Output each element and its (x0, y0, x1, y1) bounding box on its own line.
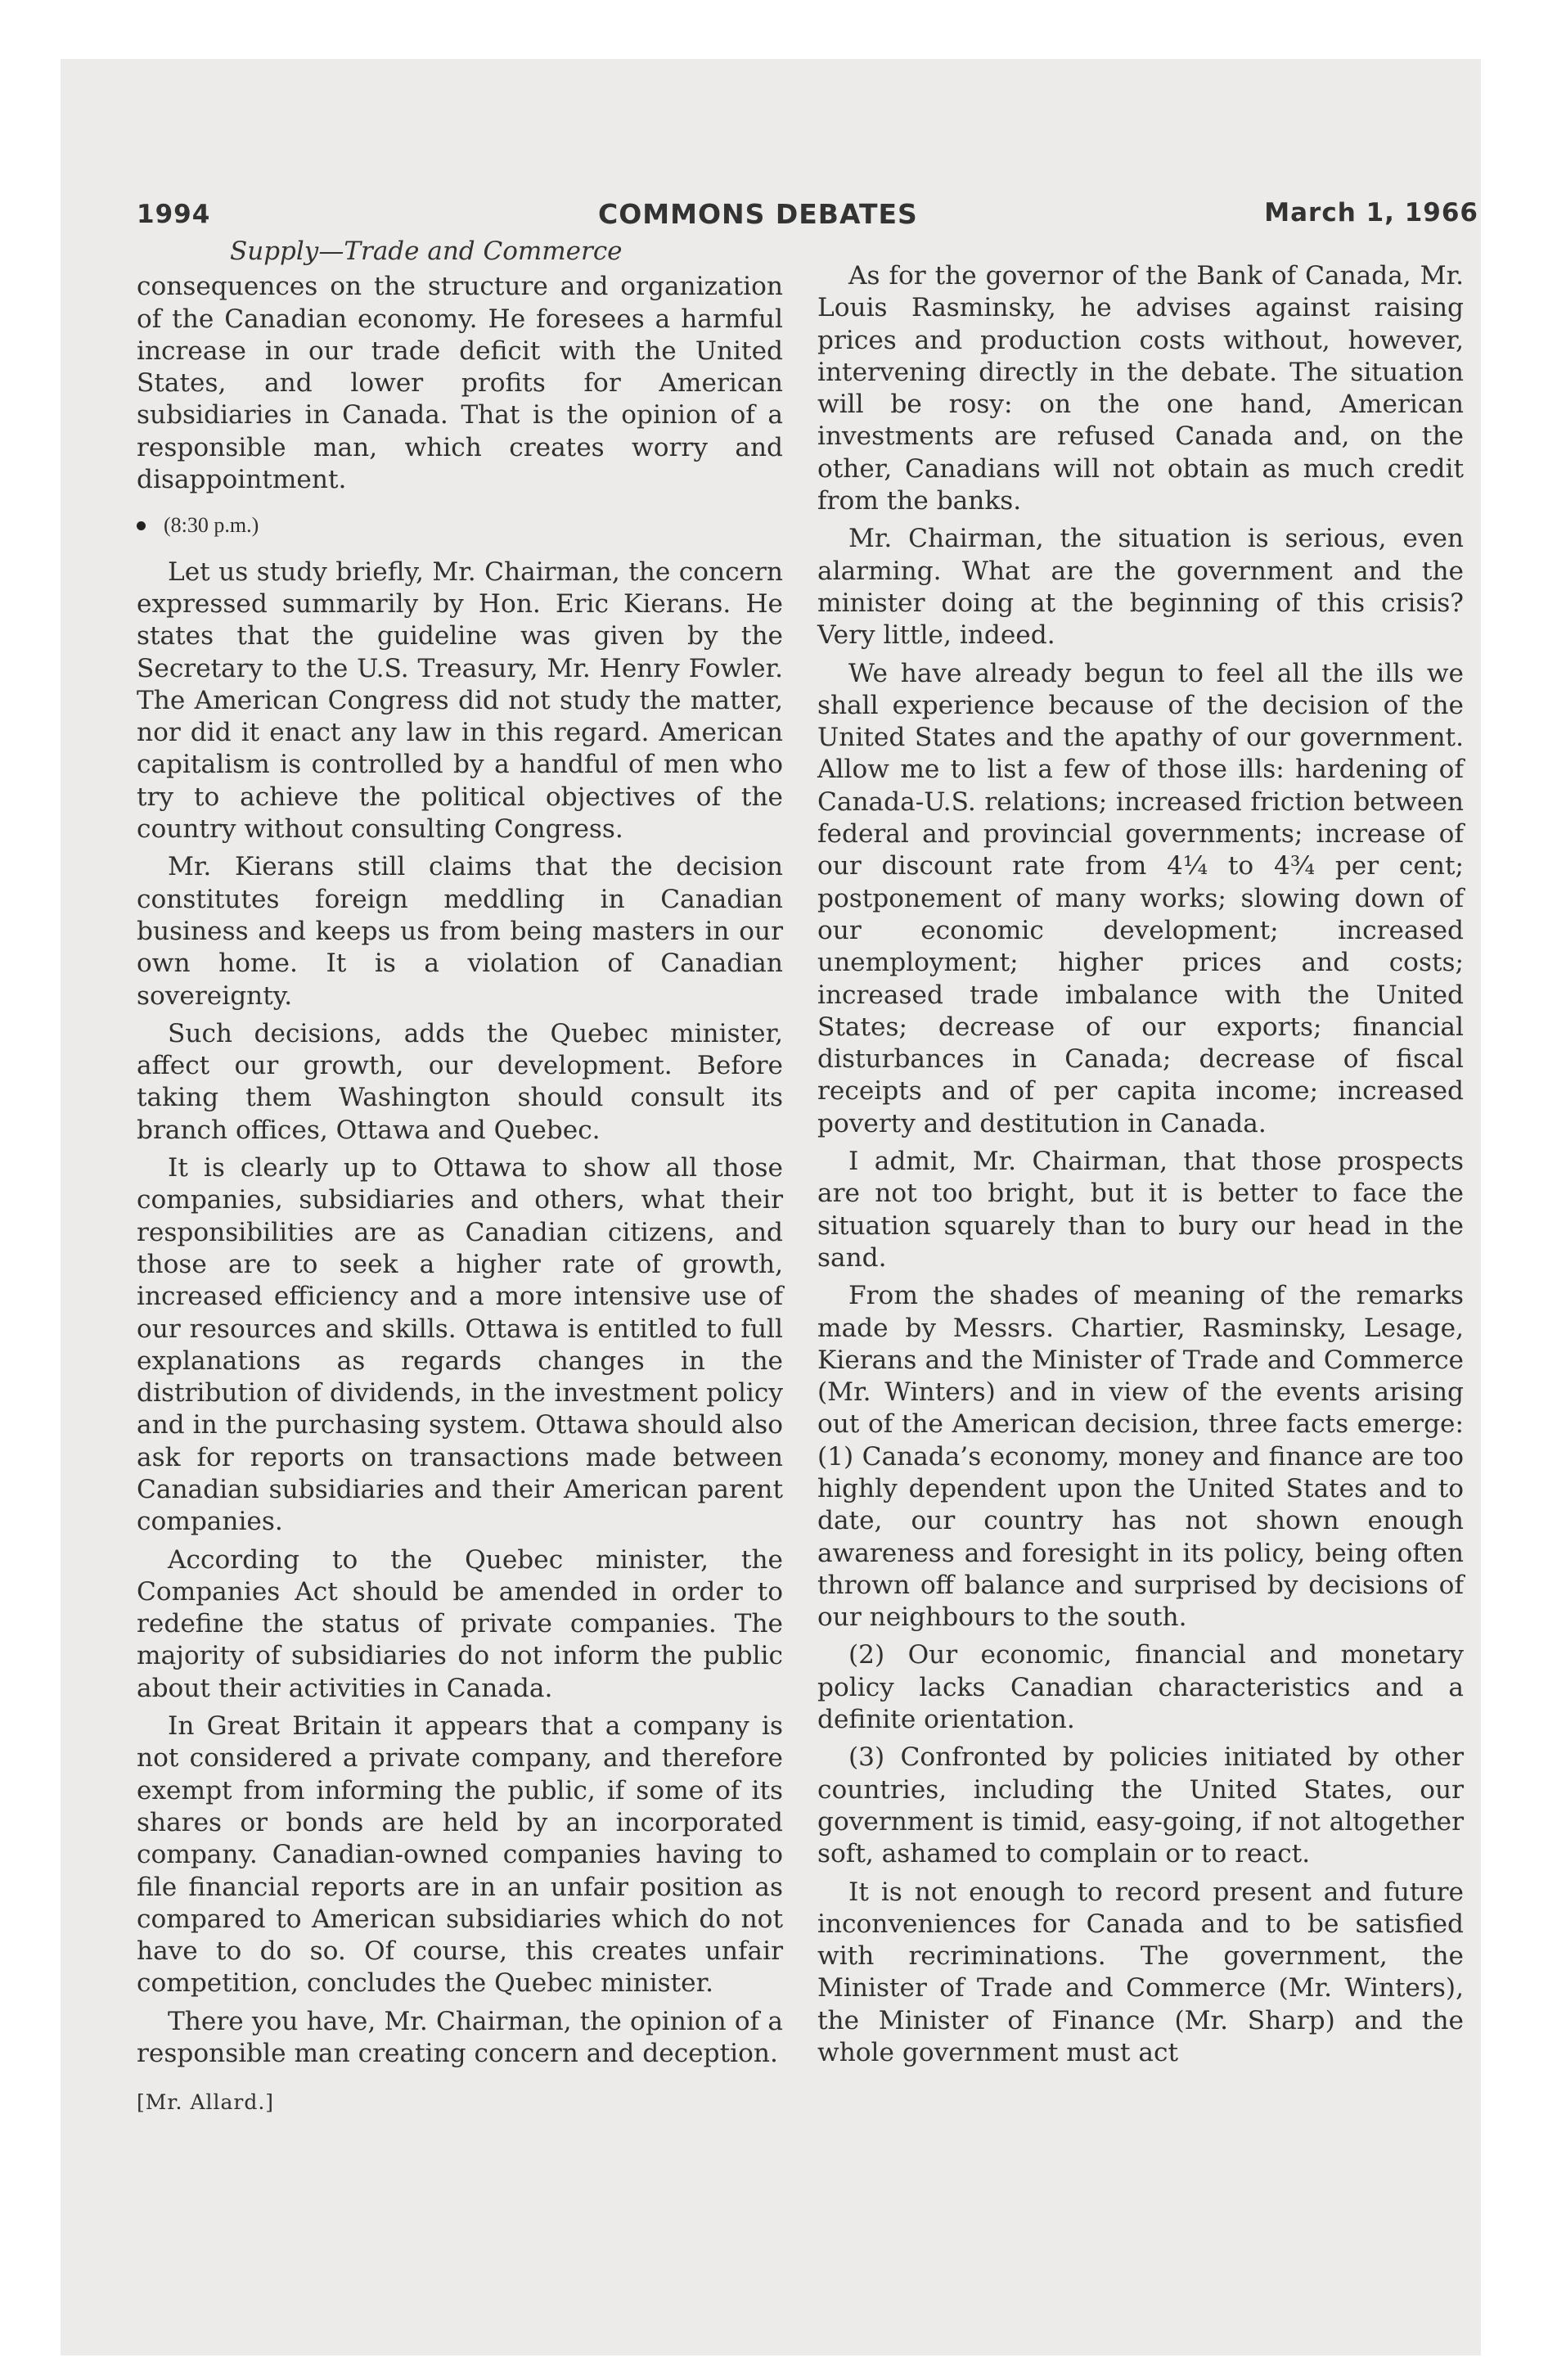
paragraph: (3) Confronted by policies initiated by other countries, including the United States, our government is timid, easy-going, if not altogether soft, ashamed to complain or to react. (817, 1742, 1464, 1869)
paragraph: In Great Britain it appears that a company is not considered a private company, and therefore exempt from informing the public, if some of its shares or bonds are held by an incorporated company. Canadian-owned companies having to file financial reports are in an unfair position as compared to American subsidiaries which do not have to do so. Of course, this creates unfair competition, concludes the Quebec minister. (137, 1711, 783, 1999)
paragraph: There you have, Mr. Chairman, the opinion of a responsible man creating concern and deception. (137, 2006, 783, 2069)
paragraph: It is not enough to record present and future inconveniences for Canada and to be satisfied with recriminations. The government, the Minister of Trade and Commerce (Mr. Winters), the Minister of Finance (Mr. Sharp) and the whole government must act (817, 1877, 1464, 2068)
paragraph: As for the governor of the Bank of Canada, Mr. Louis Rasminsky, he advises against raising prices and production costs without, however, intervening directly in the debate. The situation will be rosy: on the one hand, American investments are refused Canada and, on the other, Canadians will not obtain as much credit from the banks. (817, 261, 1464, 516)
paragraph: Such decisions, adds the Quebec minister, affect our growth, our development. Before taking them Washington should consult its branch offices, Ottawa and Quebec. (137, 1018, 783, 1145)
paragraph: I admit, Mr. Chairman, that those prospects are not too bright, but it is better to face the situation squarely than to bury our head in the sand. (817, 1147, 1464, 1273)
section-title: Supply—Trade and Commerce (230, 237, 623, 266)
paragraph: consequences on the structure and organization of the Canadian economy. He foresees a harmful increase in our trade deficit with the United States, and lower profits for American subsidiaries in Canada. That is the opinion of a responsible man, which creates worry and disappointment. (137, 272, 783, 495)
left-column (137, 236, 783, 2119)
paragraph: It is clearly up to Ottawa to show all those companies, subsidiaries and others, what their responsibilities are as Canadian citizens, and those are to seek a higher rate of growth, increased efficiency and a more intensive use of our resources and skills. Ottawa is entitled to full explanations as regards changes in the distribution of dividends, in the investment policy and in the purchasing system. Ottawa should also ask for reports on transactions made between Canadian subsidiaries and their American parent companies. (137, 1153, 783, 1537)
paragraph: Mr. Chairman, the situation is serious, even alarming. What are the government and the minister doing at the beginning of this crisis? Very little, indeed. (817, 524, 1464, 651)
bullet-icon (137, 521, 146, 530)
right-column (817, 260, 1464, 2075)
paragraph: According to the Quebec minister, the Companies Act should be amended in order to redefine the status of private companies. The majority of subsidiaries do not inform the public about their activities in Canada. (137, 1544, 783, 1703)
paragraph: We have already begun to feel all the ills we shall experience because of the decision of the United States and the apathy of our government. Allow me to list a few of those ills: hardening of Canada-U.S. relations; increased friction between federal and provincial governments; increase of our discount rate from 4¼ to 4¾ per cent; postponement of many works; slowing down of our economic development; increased unemployment; higher prices and costs; increased trade imbalance with the United States; decrease of our exports; financial disturbances in Canada; decrease of fiscal receipts and of per capita income; increased poverty and destitution in Canada. (817, 658, 1464, 1138)
paragraph: Let us study briefly, Mr. Chairman, the concern expressed summarily by Hon. Eric Kierans. He states that the guideline was given by the Secretary to the U.S. Treasury, Mr. Henry Fowler. The American Congress did not study the matter, nor did it enact any law in this regard. American capitalism is controlled by a handful of men who try to achieve the political objectives of the country without consulting Congress. (137, 557, 783, 845)
journal-title: COMMONS DEBATES (598, 198, 918, 230)
page-number: 1994 (137, 200, 211, 229)
paragraph: Mr. Kierans still claims that the decision constitutes foreign meddling in Canadian business and keeps us from being masters in our own home. It is a violation of Canadian sovereignty. (137, 852, 783, 1011)
time-stamp-text: (8:30 p.m.) (164, 513, 259, 538)
paragraph: From the shades of meaning of the remarks made by Messrs. Chartier, Rasminsky, Lesage, Kierans and the Minister of Trade and Commerce (Mr. Winters) and in view of the events arising out of the American decision, three facts emerge: (1) Canada’s economy, money and finance are too highly dependent upon the United States and to date, our country has not shown enough awareness and foresight in its policy, being often thrown off balance and surprised by decisions of our neighbours to the south. (817, 1281, 1464, 1633)
document-page (137, 195, 1478, 2115)
paragraph: (2) Our economic, financial and monetary policy lacks Canadian characteristics and a definite orientation. (817, 1640, 1464, 1735)
time-stamp (137, 509, 783, 541)
issue-date: March 1, 1966 (1264, 198, 1478, 228)
speaker-attribution: [Mr. Allard.] (137, 2090, 275, 2115)
